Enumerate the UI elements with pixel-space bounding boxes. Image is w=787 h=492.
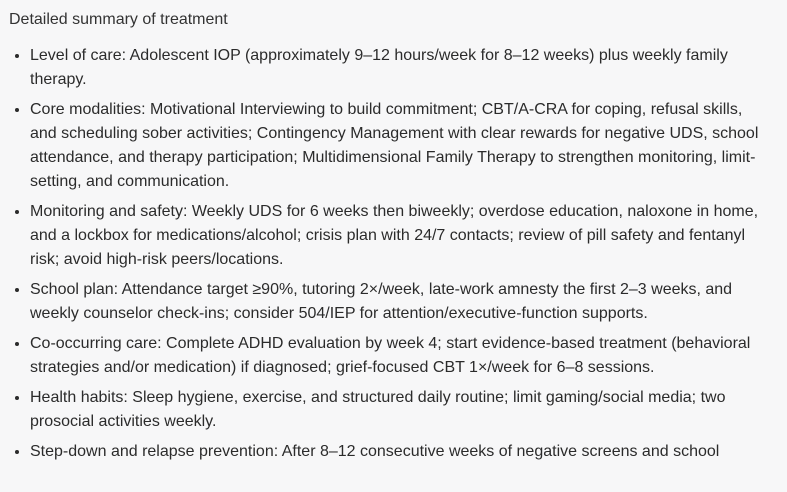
bullet-icon — [15, 210, 19, 214]
list-item-text: Health habits: Sleep hygiene, exercise, and structured daily routine; limit gaming/social media; two prosocial activities weekly. — [30, 389, 726, 430]
bullet-icon — [15, 342, 19, 346]
treatment-list — [0, 44, 787, 470]
bullet-icon — [15, 396, 19, 400]
list-item-step-down — [0, 440, 787, 464]
list-item-co-occurring-care — [0, 332, 787, 380]
bullet-icon — [15, 108, 19, 112]
list-item-monitoring-and-safety — [0, 200, 787, 272]
bullet-icon — [15, 450, 19, 454]
bullet-icon — [15, 288, 19, 292]
list-item-text: Core modalities: Motivational Interviewing to build commitment; CBT/A-CRA for coping, refusal skills, and scheduling sober activities; Contingency Management with clear rewards for negative UDS, school attendance, and therapy participation; Multidimensional Family Therapy to strengthen monitoring, limit-setting, and communication. — [30, 101, 759, 190]
list-item-text: School plan: Attendance target ≥90%, tutoring 2×/week, late-work amnesty the first 2–3 weeks, and weekly counselor check-ins; consider 504/IEP for attention/executive-function supports. — [30, 281, 733, 322]
bullet-icon — [15, 54, 19, 58]
list-item-school-plan — [0, 278, 787, 326]
list-item-health-habits — [0, 386, 787, 434]
list-item-level-of-care — [0, 44, 787, 92]
list-item-core-modalities — [0, 98, 787, 194]
section-heading: Detailed summary of treatment — [9, 11, 228, 28]
list-item-text: Monitoring and safety: Weekly UDS for 6 weeks then biweekly; overdose education, naloxone in home, and a lockbox for medications/alcohol; crisis plan with 24/7 contacts; review of pill safety and fentanyl risk; avoid high-risk peers/locations. — [30, 203, 759, 268]
list-item-text: Level of care: Adolescent IOP (approximately 9–12 hours/week for 8–12 weeks) plus weekly family therapy. — [30, 47, 728, 88]
list-item-text: Step-down and relapse prevention: After 8–12 consecutive weeks of negative screens and school — [30, 443, 720, 460]
list-item-text: Co-occurring care: Complete ADHD evaluation by week 4; start evidence-based treatment (behavioral strategies and/or medication) if diagnosed; grief-focused CBT 1×/week for 6–8 sessions. — [30, 335, 751, 376]
